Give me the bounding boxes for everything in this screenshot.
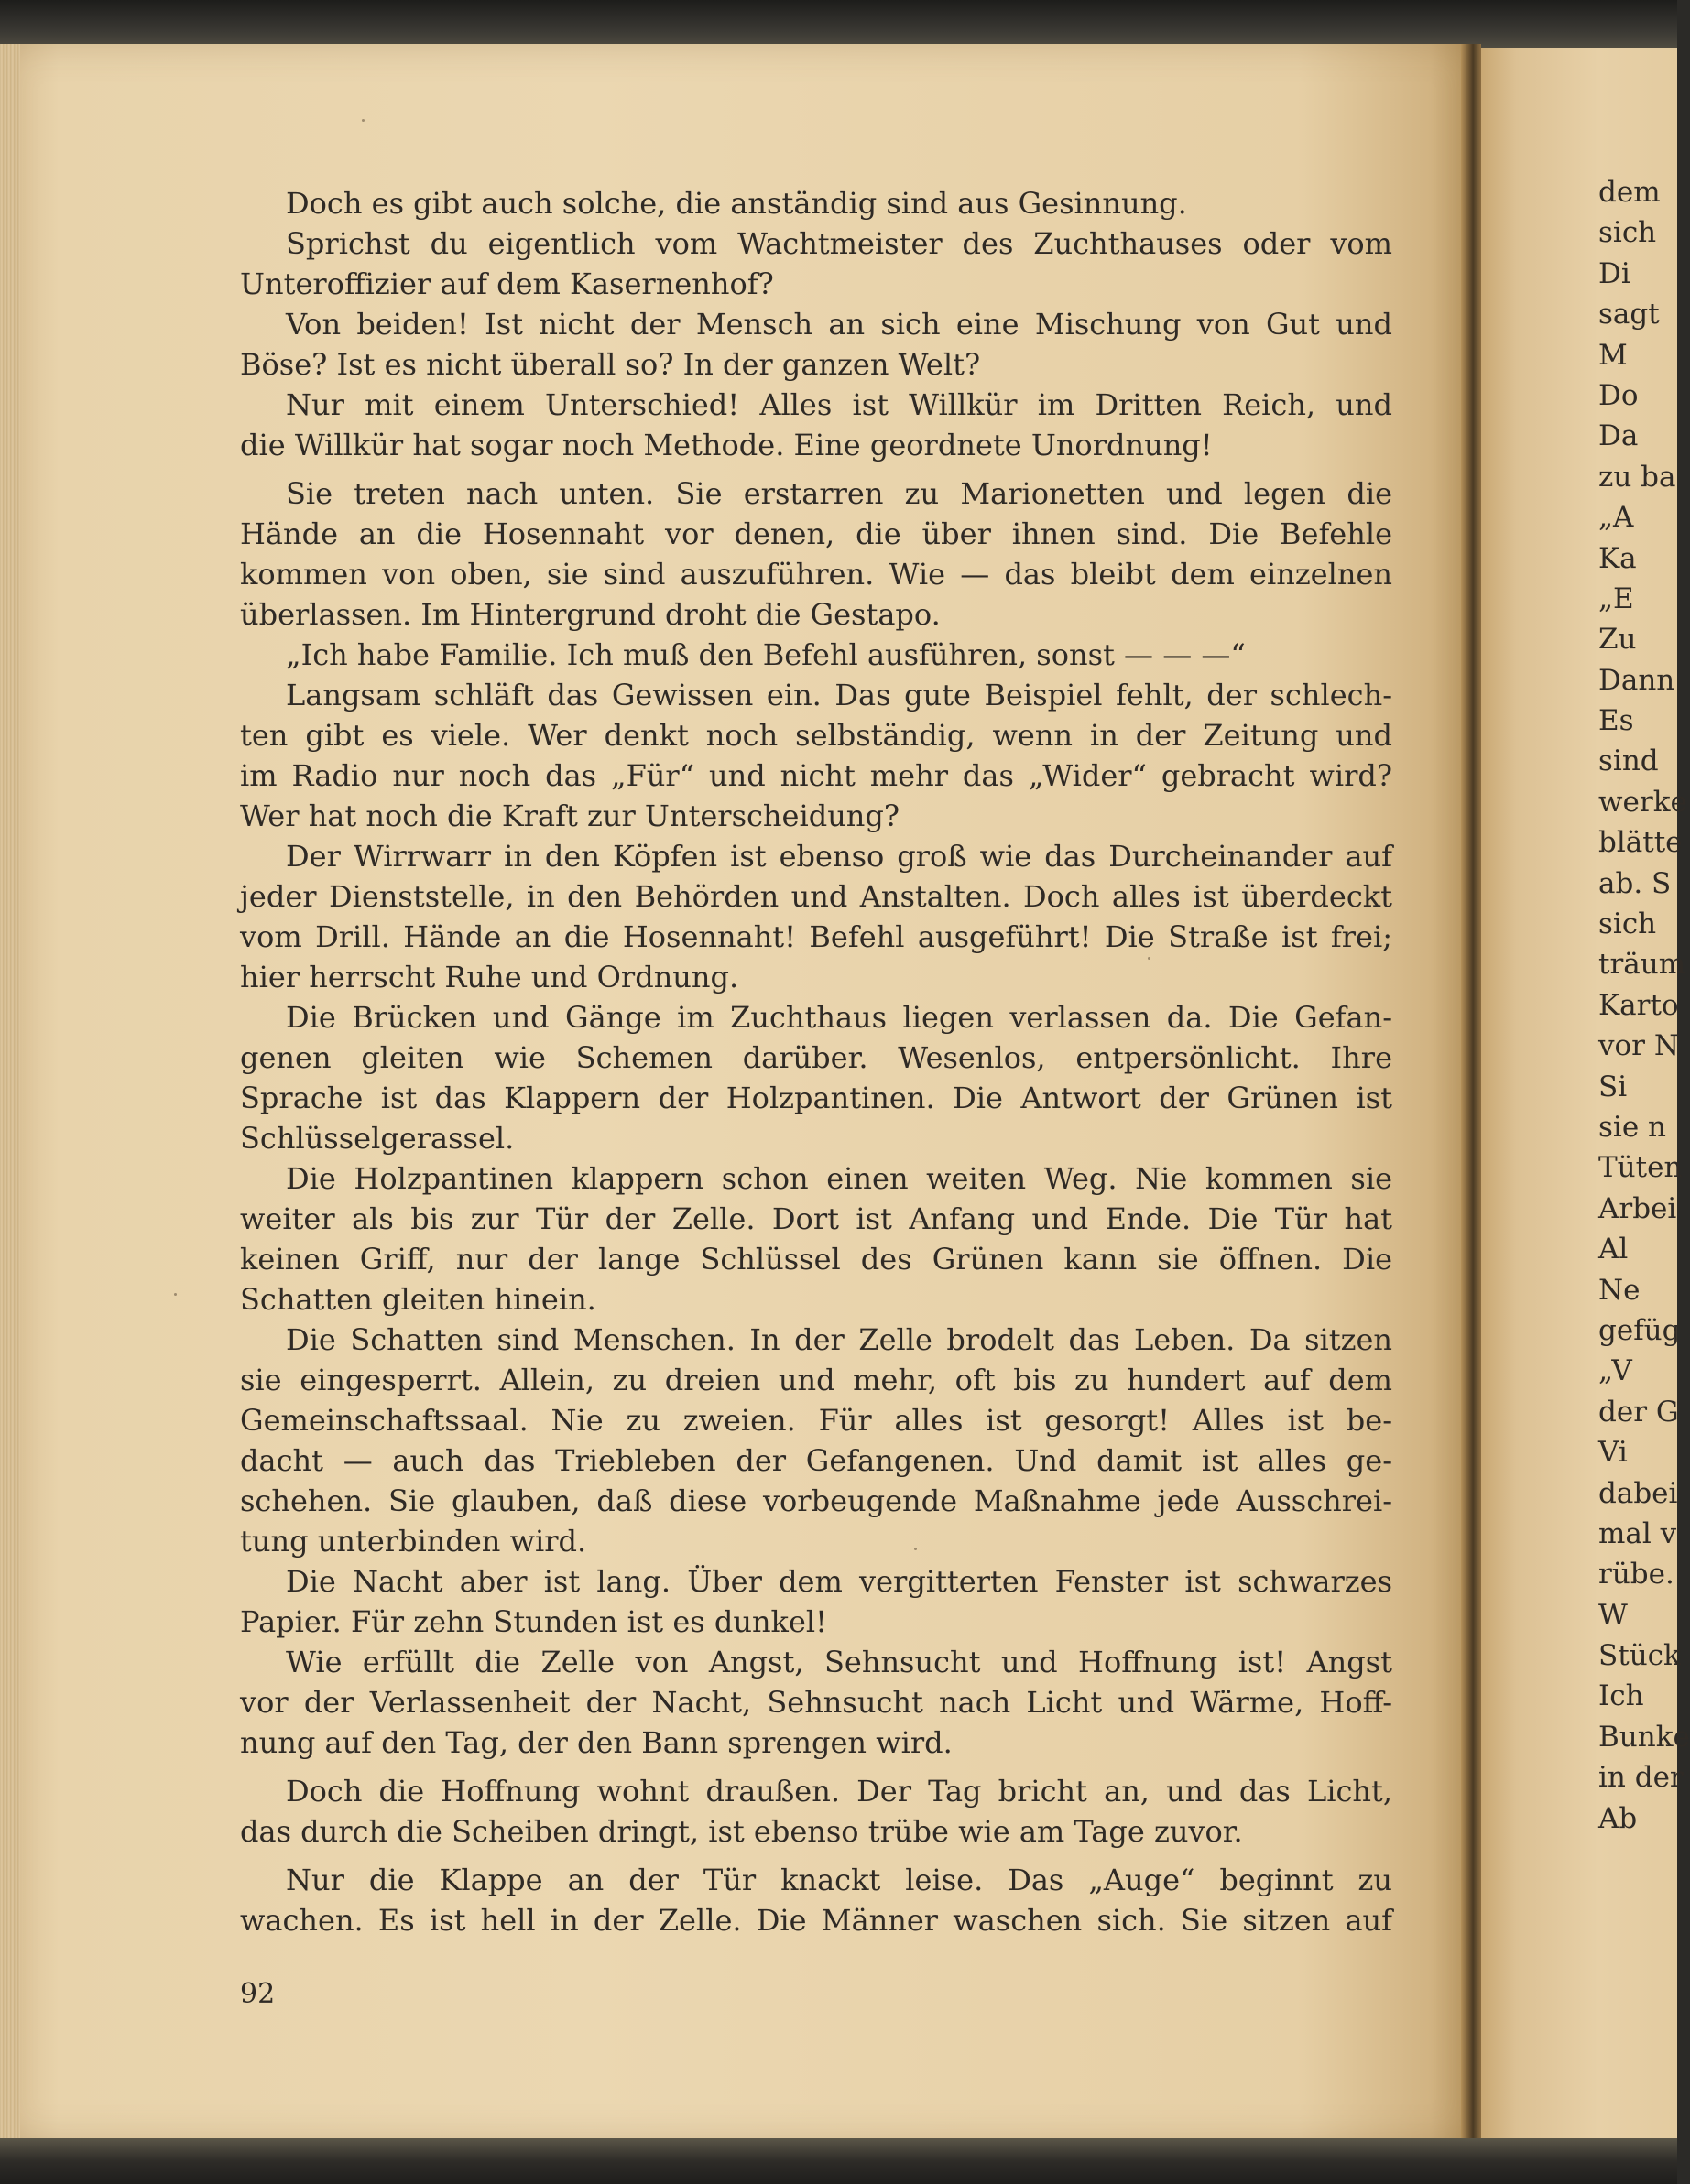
- text-line: das durch die Scheiben dringt, ist ebenso trübe wie am Tage zuvor.: [240, 1814, 1243, 1849]
- paragraph: [240, 304, 1392, 385]
- text-line: Sie treten nach unten. Sie erstarren zu Marionetten und legen die: [286, 476, 1392, 511]
- paper-speck: [174, 1293, 177, 1296]
- text-line: überlassen. Im Hintergrund droht die Gestapo.: [240, 597, 941, 632]
- facing-line-fragment: vor N: [1598, 1029, 1679, 1063]
- facing-line-fragment: zu ba: [1598, 460, 1676, 494]
- facing-line-fragment: der G: [1598, 1395, 1679, 1429]
- facing-line-fragment: Tüten: [1598, 1151, 1683, 1185]
- paragraph: [240, 1642, 1392, 1763]
- facing-line-fragment: Di: [1598, 256, 1630, 290]
- text-line: sie eingesperrt. Allein, zu dreien und mehr, oft bis zu hundert auf dem: [240, 1363, 1392, 1397]
- facing-line-fragment: sie n: [1598, 1110, 1666, 1144]
- facing-line-fragment: Ne: [1598, 1273, 1641, 1307]
- facing-line-fragment: gefüg: [1598, 1313, 1681, 1347]
- text-line: jeder Dienststelle, in den Behörden und Anstalten. Doch alles ist überdeckt: [240, 879, 1392, 914]
- text-line: Hände an die Hosennaht vor denen, die über ihnen sind. Die Befehle: [240, 516, 1392, 551]
- text-line: Der Wirrwarr in den Köpfen ist ebenso groß wie das Durcheinander auf: [286, 839, 1392, 874]
- text-line: Papier. Für zehn Stunden ist es dunkel!: [240, 1604, 827, 1639]
- paragraph: [240, 675, 1392, 836]
- paragraph: [240, 223, 1392, 304]
- text-line: Böse? Ist es nicht überall so? In der ganzen Welt?: [240, 347, 981, 382]
- text-line: Die Schatten sind Menschen. In der Zelle brodelt das Leben. Da sitzen: [286, 1322, 1392, 1357]
- facing-line-fragment: Ka: [1598, 541, 1637, 575]
- text-line: nung auf den Tag, der den Bann sprengen wird.: [240, 1725, 953, 1760]
- paragraph: [240, 1860, 1392, 1940]
- text-line: vom Drill. Hände an die Hosennaht! Befehl ausgeführt! Die Straße ist frei;: [240, 919, 1392, 954]
- paragraph: [240, 473, 1392, 635]
- paper-speck: [362, 119, 365, 122]
- facing-line-fragment: Si: [1598, 1070, 1628, 1103]
- facing-line-fragment: werke: [1598, 785, 1687, 819]
- facing-line-fragment: dabei: [1598, 1476, 1678, 1510]
- facing-line-fragment: Arbei: [1598, 1191, 1677, 1225]
- facing-line-fragment: Ich: [1598, 1679, 1644, 1713]
- text-line: Sprache ist das Klappern der Holzpantinen. Die Antwort der Grünen ist: [240, 1081, 1392, 1115]
- facing-line-fragment: ab. S: [1598, 866, 1672, 900]
- paragraph: [240, 385, 1392, 465]
- paragraph-gap: [240, 1763, 1392, 1771]
- facing-line-fragment: sich: [1598, 216, 1657, 250]
- text-line: Von beiden! Ist nicht der Mensch an sich eine Mischung von Gut und: [286, 307, 1392, 342]
- text-line: Nur die Klappe an der Tür knackt leise. Das „Auge“ beginnt zu: [286, 1863, 1392, 1897]
- facing-line-fragment: Stück: [1598, 1639, 1681, 1673]
- text-line: Die Holzpantinen klappern schon einen weiten Weg. Nie kommen sie: [286, 1161, 1392, 1196]
- facing-line-fragment: sind: [1598, 744, 1659, 778]
- facing-line-fragment: dem: [1598, 176, 1661, 209]
- facing-line-fragment: Al: [1598, 1233, 1629, 1266]
- facing-line-fragment: Zu: [1598, 623, 1637, 657]
- facing-line-fragment: „A: [1598, 501, 1634, 535]
- facing-line-fragment: Dann: [1598, 663, 1675, 697]
- paragraph: [240, 1320, 1392, 1561]
- facing-line-fragment: „E: [1598, 581, 1634, 615]
- paragraph: [240, 635, 1392, 675]
- facing-line-fragment: „V: [1598, 1354, 1632, 1388]
- text-line: im Radio nur noch das „Für“ und nicht mehr das „Wider“ gebracht wird?: [240, 758, 1392, 793]
- facing-line-fragment: in der: [1598, 1761, 1684, 1795]
- facing-line-fragment: Vi: [1598, 1436, 1628, 1470]
- paragraph: [240, 1771, 1392, 1852]
- paragraph: [240, 1561, 1392, 1642]
- paragraph: [240, 836, 1392, 997]
- facing-line-fragment: sich: [1598, 907, 1657, 941]
- text-line: Doch es gibt auch solche, die anständig sind aus Gesinnung.: [286, 186, 1187, 221]
- scan-border-bottom: [0, 2138, 1677, 2184]
- paragraph: [240, 183, 1392, 223]
- text-line: Wie erfüllt die Zelle von Angst, Sehnsucht und Hoffnung ist! Angst: [286, 1645, 1392, 1679]
- text-line: hier herrscht Ruhe und Ordnung.: [240, 960, 739, 994]
- text-line: Die Brücken und Gänge im Zuchthaus liegen verlassen da. Die Gefan-: [286, 1000, 1392, 1035]
- text-line: dacht — auch das Triebleben der Gefangenen. Und damit ist alles ge-: [240, 1443, 1392, 1478]
- page-number: 92: [240, 1978, 276, 2010]
- facing-line-fragment: blätte: [1598, 826, 1683, 860]
- facing-line-fragment: Ab: [1598, 1801, 1638, 1835]
- facing-page-text: [1598, 172, 1690, 1839]
- paragraph: [240, 997, 1392, 1158]
- facing-line-fragment: rübe.: [1598, 1558, 1674, 1592]
- body-text: [240, 183, 1392, 1940]
- facing-line-fragment: W: [1598, 1598, 1628, 1632]
- text-line: Schatten gleiten hinein.: [240, 1282, 596, 1317]
- text-line: Unteroffizier auf dem Kasernenhof?: [240, 266, 774, 301]
- text-line: Nur mit einem Unterschied! Alles ist Willkür im Dritten Reich, und: [286, 387, 1392, 422]
- text-line: wachen. Es ist hell in der Zelle. Die Männer waschen sich. Sie sitzen auf: [240, 1903, 1392, 1938]
- facing-line-fragment: träum: [1598, 948, 1686, 982]
- paragraph-gap: [240, 1852, 1392, 1860]
- text-line: „Ich habe Familie. Ich muß den Befehl ausführen, sonst — — —“: [286, 637, 1246, 672]
- facing-line-fragment: sagt: [1598, 298, 1660, 331]
- text-line: ten gibt es viele. Wer denkt noch selbständig, wenn in der Zeitung und: [240, 718, 1392, 753]
- facing-line-fragment: Da: [1598, 419, 1639, 453]
- text-line: tung unterbinden wird.: [240, 1524, 587, 1559]
- text-line: weiter als bis zur Tür der Zelle. Dort ist Anfang und Ende. Die Tür hat: [240, 1201, 1392, 1236]
- text-line: Schlüsselgerassel.: [240, 1121, 515, 1156]
- facing-line-fragment: mal v: [1598, 1516, 1677, 1550]
- text-line: Gemeinschaftssaal. Nie zu zweien. Für alles ist gesorgt! Alles ist be-: [240, 1403, 1392, 1438]
- text-line: die Willkür hat sogar noch Methode. Eine geordnete Unordnung!: [240, 428, 1213, 462]
- text-line: Doch die Hoffnung wohnt draußen. Der Tag bricht an, und das Licht,: [286, 1774, 1392, 1809]
- paragraph-gap: [240, 465, 1392, 473]
- facing-line-fragment: Es: [1598, 704, 1634, 738]
- page-stack-edge: [0, 44, 20, 2143]
- text-line: Langsam schläft das Gewissen ein. Das gute Beispiel fehlt, der schlech-: [286, 678, 1392, 712]
- text-line: kommen von oben, sie sind auszuführen. Wie — das bleibt dem einzelnen: [240, 557, 1392, 592]
- text-line: schehen. Sie glauben, daß diese vorbeugende Maßnahme jede Ausschrei-: [240, 1483, 1392, 1518]
- facing-line-fragment: Bunke: [1598, 1720, 1690, 1754]
- text-line: Wer hat noch die Kraft zur Unterscheidung?: [240, 799, 900, 833]
- text-line: Die Nacht aber ist lang. Über dem vergitterten Fenster ist schwarzes: [286, 1564, 1392, 1599]
- facing-line-fragment: M: [1598, 338, 1628, 372]
- text-line: keinen Griff, nur der lange Schlüssel des Grünen kann sie öffnen. Die: [240, 1242, 1392, 1277]
- text-line: genen gleiten wie Schemen darüber. Wesenlos, entpersönlicht. Ihre: [240, 1040, 1392, 1075]
- text-line: vor der Verlassenheit der Nacht, Sehnsucht nach Licht und Wärme, Hoff-: [240, 1685, 1392, 1720]
- book-gutter: [1461, 44, 1481, 2143]
- text-line: Sprichst du eigentlich vom Wachtmeister des Zuchthauses oder vom: [286, 226, 1392, 261]
- facing-line-fragment: Karto: [1598, 988, 1679, 1022]
- facing-line-fragment: Do: [1598, 378, 1639, 412]
- paragraph: [240, 1158, 1392, 1320]
